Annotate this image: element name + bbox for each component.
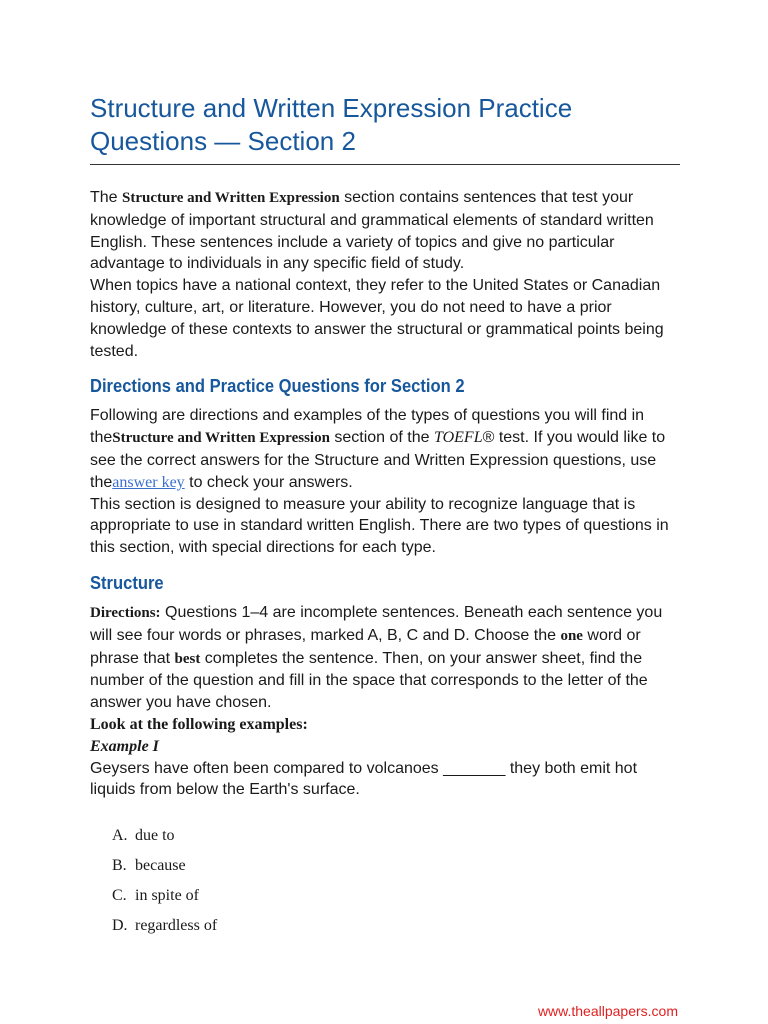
structure-dir-text-b: word or phrase that xyxy=(90,626,641,667)
toefl-italic: TOEFL xyxy=(433,429,483,447)
directions-text-a: Following are directions and examples of the types of questions you will find in the xyxy=(90,407,645,447)
option-letter: D. xyxy=(112,917,128,935)
intro-bold-term: Structure and Written Expression xyxy=(122,190,340,206)
document-page xyxy=(90,92,680,941)
option-b xyxy=(90,851,680,881)
structure-dir-text-a: Questions 1–4 are incomplete sentences. Beneath each sentence you will see four words or phrases, marked A, B, C and D. Choose the xyxy=(90,603,663,644)
option-c xyxy=(90,881,680,911)
emphasis-best: best xyxy=(174,650,201,667)
option-text: because xyxy=(135,857,186,875)
intro-text-start: The xyxy=(90,189,123,206)
directions-text-c: ® test. If you would like to see the correct answers for the Structure and Written Expression questions, use the xyxy=(90,429,666,491)
page-title: Structure and Written Expression Practice Questions — Section 2 xyxy=(90,92,680,165)
emphasis-one: one xyxy=(560,627,583,644)
option-text: regardless of xyxy=(135,917,218,935)
example-label: Example I xyxy=(90,737,159,755)
example-sentence: Geysers have often been compared to volcanoes _______ they both emit hot liquids from below the Earth's surface. xyxy=(90,759,638,799)
structure-dir-text-c: completes the sentence. Then, on your answer sheet, find the number of the question and fill in the space that corresponds to the letter of the answer you have chosen. xyxy=(90,649,648,712)
option-a xyxy=(90,821,680,851)
structure-directions xyxy=(90,602,680,714)
option-letter: C. xyxy=(112,887,127,905)
option-text: in spite of xyxy=(135,887,199,905)
directions-paragraph-2: This section is designed to measure your ability to recognize language that is appropriate to use in standard written English. There are two types of questions in this section, with special directions for each type. xyxy=(90,495,669,557)
directions-label: Directions: xyxy=(90,604,161,621)
intro-paragraph-1 xyxy=(90,187,680,275)
option-letter: B. xyxy=(112,857,127,875)
intro-text-end: section contains sentences that test your knowledge of important structural and grammatical elements of standard written English. These sentences include a variety of topics and give no particular advantage to individuals in any specific field of study. xyxy=(90,189,654,273)
examples-intro: Look at the following examples: xyxy=(90,715,308,733)
directions-text-d: to check your answers. xyxy=(184,473,353,491)
option-letter: A. xyxy=(112,827,128,845)
option-d xyxy=(90,911,680,941)
structure-heading: Structure xyxy=(90,572,164,593)
directions-bold-term: Structure and Written Expression xyxy=(112,430,330,447)
footer-url[interactable]: www.theallpapers.com xyxy=(537,1003,678,1019)
answer-key-link[interactable]: answer key xyxy=(112,473,185,491)
directions-heading: Directions and Practice Questions for Section 2 xyxy=(90,376,465,397)
directions-text-b: section of the xyxy=(329,429,434,447)
answer-options xyxy=(90,821,680,941)
option-text: due to xyxy=(135,827,175,845)
directions-paragraph-1 xyxy=(90,405,680,493)
intro-paragraph-2: When topics have a national context, they refer to the United States or Canadian history, culture, art, or literature. However, you do not need to have a prior knowledge of these contexts to answer the structural or grammatical points being tested. xyxy=(90,277,664,360)
